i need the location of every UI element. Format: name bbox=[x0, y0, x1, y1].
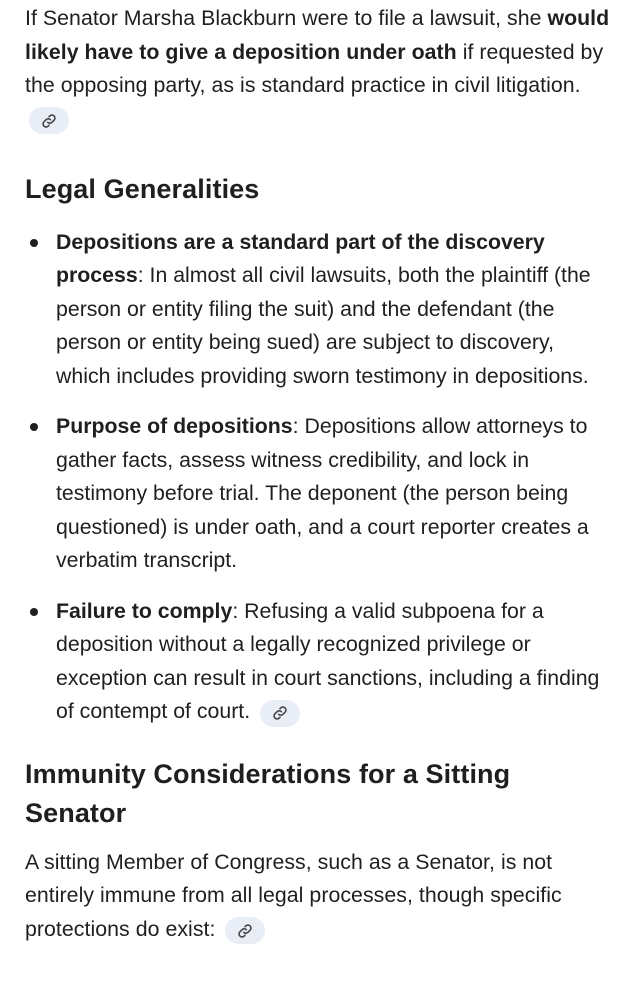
intro-prefix: If Senator Marsha Blackburn were to file a lawsuit, she bbox=[25, 6, 548, 30]
citation-chip[interactable] bbox=[260, 700, 300, 727]
list-item-text: : Depositions allow attorneys to gather facts, assess witness credibility, and lock in testimony before trial. The deponent (the person being questioned) is under oath, and a court reporter creates a verbatim transcript. bbox=[56, 414, 589, 572]
bullet-dot bbox=[30, 423, 38, 431]
section-heading-immunity: Immunity Considerations for a Sitting Senator bbox=[25, 758, 511, 828]
list-item-bold: Depositions are a standard part of the discovery process bbox=[56, 229, 545, 287]
intro-paragraph bbox=[25, 0, 612, 136]
list-item-text: : In almost all civil lawsuits, both the plaintiff (the person or entity filing the suit) and the defendant (the person or entity being sued) are subject to discovery, which includes providing sworn testimony in depositions. bbox=[56, 263, 591, 388]
link-icon bbox=[237, 923, 253, 939]
immunity-paragraph bbox=[25, 846, 612, 947]
bullet-dot bbox=[30, 608, 38, 616]
list-item-text: : Refusing a valid subpoena for a deposition without a legally recognized privilege or exception can result in court sanctions, including a finding of contempt of court. bbox=[56, 598, 600, 723]
intro-suffix: if requested by the opposing party, as is standard practice in civil litigation. bbox=[25, 39, 604, 97]
list-item-bold: Purpose of depositions bbox=[56, 414, 293, 438]
citation-chip[interactable] bbox=[29, 107, 69, 134]
link-icon bbox=[41, 113, 57, 129]
legal-generalities-list bbox=[25, 226, 612, 729]
immunity-text: A sitting Member of Congress, such as a Senator, is not entirely immune from all legal processes, though specific protections do exist: bbox=[25, 849, 562, 941]
intro-bold: would likely have to give a deposition under oath bbox=[25, 6, 610, 64]
list-item bbox=[25, 226, 612, 394]
bullet-dot bbox=[30, 239, 38, 247]
link-icon bbox=[272, 705, 288, 721]
section-heading-legal-generalities: Legal Generalities bbox=[25, 174, 260, 204]
citation-chip[interactable] bbox=[225, 917, 265, 944]
list-item bbox=[25, 595, 612, 729]
list-item bbox=[25, 410, 612, 578]
list-item-bold: Failure to comply bbox=[56, 598, 233, 623]
